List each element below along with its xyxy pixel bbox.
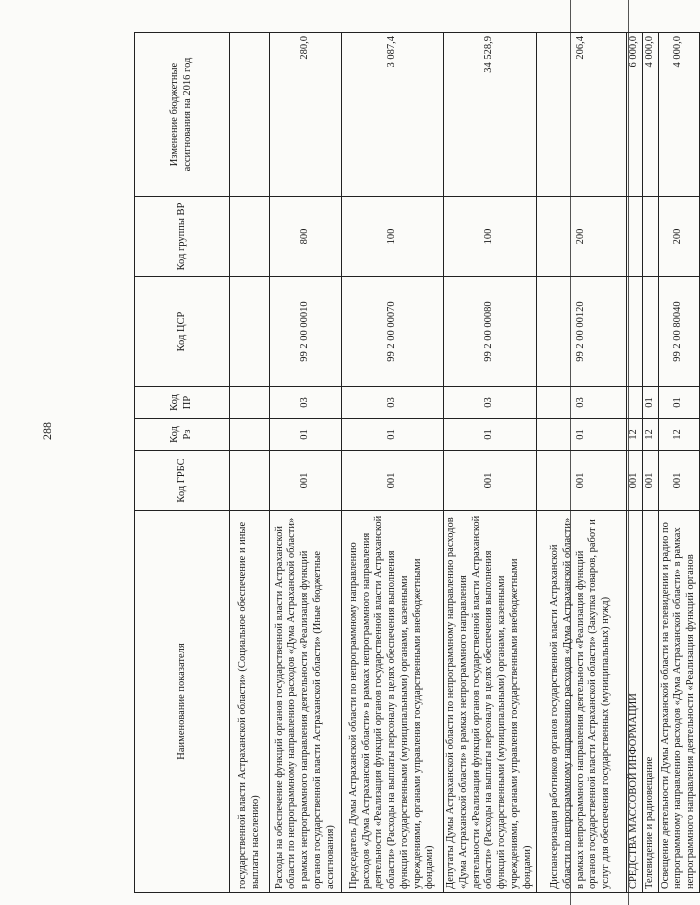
row-rz: 01 <box>342 419 444 451</box>
row-amount: 6 000,0 <box>626 33 642 197</box>
table-row <box>342 33 444 893</box>
row-amount: 34 528,9 <box>444 33 537 197</box>
header-csr: Код ЦСР <box>135 277 230 387</box>
row-vr: 800 <box>270 197 342 277</box>
row-name: Председатель Думы Астраханской области по непрограммному направлению расходов «Дума Астраханской области» в рамках непрограммного направления деятельности «Реализация функций органов государственной власти Астраханской области» (Расходы на выплаты персоналу в целях обеспечения выполнения функций государственными (муниципальными) органами, казенными учреждениями, органами управления государственными внебюджетными фондами) <box>342 511 444 893</box>
row-grbs: 001 <box>626 451 642 511</box>
row-grbs: 001 <box>658 451 699 511</box>
row-vr <box>230 197 270 277</box>
row-grbs: 001 <box>444 451 537 511</box>
row-csr <box>626 277 642 387</box>
row-csr: 99 2 00 00080 <box>444 277 537 387</box>
header-name: Наименование показателя <box>135 511 230 893</box>
table-row <box>642 33 658 893</box>
row-pr <box>230 387 270 419</box>
row-pr: 01 <box>642 387 658 419</box>
row-csr: 99 2 00 00070 <box>342 277 444 387</box>
row-name: СРЕДСТВА МАССОВОЙ ИНФОРМАЦИИ <box>626 511 642 893</box>
row-rz <box>230 419 270 451</box>
row-rz: 01 <box>444 419 537 451</box>
row-name: Расходы на обеспечение функций органов государственной власти Астраханской области по непрограммному направлению расходов «Дума Астраханской области» в рамках непрограммного направления деятельности «Реализация функций органов государственной власти Астраханской области» (Иные бюджетные ассигнования) <box>270 511 342 893</box>
row-name: Телевидение и радиовещание <box>642 511 658 893</box>
row-amount: 3 087,4 <box>342 33 444 197</box>
rotated-budget-table-container <box>134 33 697 893</box>
row-amount: 4 000,0 <box>642 33 658 197</box>
row-amount: 280,0 <box>270 33 342 197</box>
row-vr <box>642 197 658 277</box>
row-name: государственной власти Астраханской области» (Социальное обеспечение и иные выплаты населению) <box>230 511 270 893</box>
row-pr: 03 <box>342 387 444 419</box>
row-name: Освещение деятельности Думы Астраханской области на телевидении и радио по непрограммному направлению расходов «Дума Астраханской области» в рамках непрограммного направления деятельности «Реализация функций органов <box>658 511 699 893</box>
row-pr: 03 <box>270 387 342 419</box>
row-grbs: 001 <box>536 451 626 511</box>
row-pr <box>626 387 642 419</box>
page-number: 288 <box>40 422 54 440</box>
row-rz: 12 <box>642 419 658 451</box>
header-amount: Изменение бюджетные ассигнования на 2016 год <box>135 33 230 197</box>
row-csr <box>230 277 270 387</box>
row-rz: 01 <box>270 419 342 451</box>
row-csr: 99 2 00 00010 <box>270 277 342 387</box>
table-row <box>230 33 270 893</box>
row-amount: 206,4 <box>536 33 626 197</box>
row-grbs: 001 <box>642 451 658 511</box>
table-row <box>270 33 342 893</box>
header-rz: Код Рз <box>135 419 230 451</box>
row-vr: 100 <box>444 197 537 277</box>
header-grbs: Код ГРБС <box>135 451 230 511</box>
row-csr: 99 2 00 80040 <box>658 277 699 387</box>
row-pr: 01 <box>658 387 699 419</box>
row-amount: 4 000,0 <box>658 33 699 197</box>
row-grbs: 001 <box>270 451 342 511</box>
row-vr: 100 <box>342 197 444 277</box>
row-name: Депутаты Думы Астраханской области по непрограммному направлению расходов «Дума Астраханской области» в рамках непрограммного направления деятельности «Реализация функций органов государственной власти Астраханской области» (Расходы на выплаты персоналу в целях обеспечения выполнения функций государственными (муниципальными) органами, казенными учреждениями, органами управления государственными внебюджетными фондами) <box>444 511 537 893</box>
row-pr: 03 <box>536 387 626 419</box>
budget-table <box>134 32 700 893</box>
row-rz: 01 <box>536 419 626 451</box>
row-rz: 12 <box>658 419 699 451</box>
table-row <box>658 33 699 893</box>
table-row <box>444 33 537 893</box>
row-rz: 12 <box>626 419 642 451</box>
header-vr: Код группы ВР <box>135 197 230 277</box>
row-grbs: 001 <box>342 451 444 511</box>
table-row <box>626 33 642 893</box>
table-header-row <box>135 33 230 893</box>
row-vr <box>626 197 642 277</box>
row-pr: 03 <box>444 387 537 419</box>
row-vr: 200 <box>536 197 626 277</box>
row-amount <box>230 33 270 197</box>
header-pr: Код ПР <box>135 387 230 419</box>
row-csr: 99 2 00 00120 <box>536 277 626 387</box>
table-row <box>536 33 626 893</box>
row-csr <box>642 277 658 387</box>
row-name: Диспансеризация работников органов государственной власти Астраханской области по непрограммному направлению расходов «Дума Астраханской области» в рамках непрограммного направления деятельности «Реализация функций органов государственной власти Астраханской области» (Закупка товаров, работ и услуг для обеспечения государственных (муниципальных) нужд) <box>536 511 626 893</box>
row-grbs <box>230 451 270 511</box>
row-vr: 200 <box>658 197 699 277</box>
